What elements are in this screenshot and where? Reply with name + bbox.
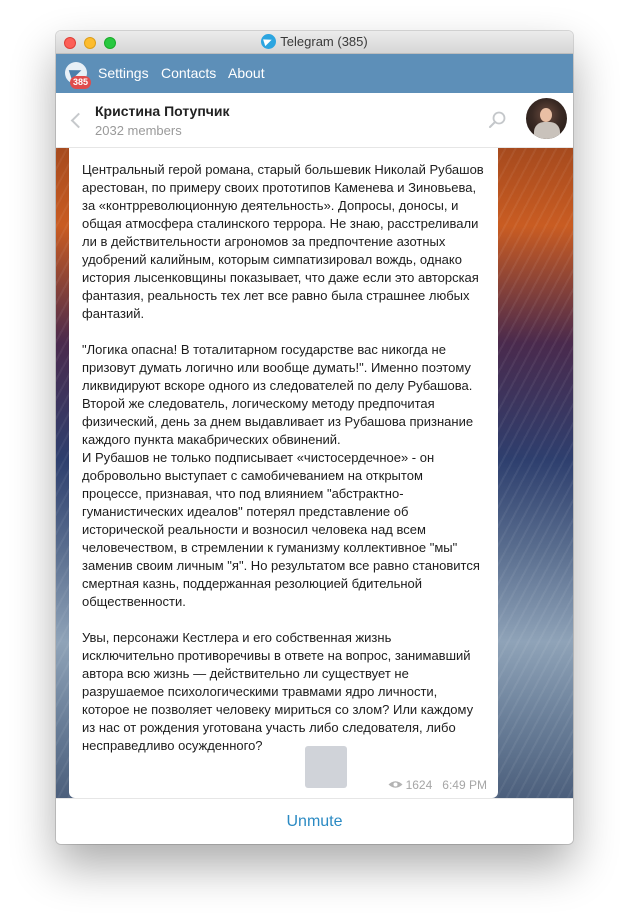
- message-paragraph-2: "Логика опасна! В тоталитарном государстве вас никогда не призовут думать логично или вообще думать!". Именно поэтому ликвидируют вскоре одного из следователей по делу Рубашова. Второй же следователь, логическому методу предпочитая физический, день за днем выдавливает из Рубашова признание каждого пункта макабрических обвинений. И Рубашов не только подписывает «чистосердечное» - он добровольно выступает с самобичеванием на открытом процессе, признавая, что под влиянием "абстрактно-гуманистических идеалов" потерял представление об исторической реальности и возносил человека над всем человечеством, в стремлении к гуманизму коллективное "мы" заменив своим личным "я". Но результатом все равно становится смертная казнь, поддержанная резолюцией бдительной общественности.: [82, 342, 480, 609]
- back-arrow-icon[interactable]: [71, 113, 87, 129]
- message-meta: [388, 778, 487, 792]
- scroll-down-button[interactable]: [305, 746, 347, 788]
- menu-item-contacts[interactable]: Contacts: [161, 65, 217, 81]
- telegram-icon: [261, 34, 276, 49]
- message-paragraph-3: Увы, персонажи Кестлера и его собственная жизнь исключительно противоречивы в ответе на вопрос, занимавший автора всю жизнь — действительно ли существует не разрушаемое психологическими травмами ядро личности, которое не позволяет человеку мириться со злом? Или каждому из нас от рождения уготована участь либо следователя, либо несправедливо осужденного?: [82, 630, 477, 753]
- view-count: 1624: [405, 778, 433, 792]
- unmute-button[interactable]: Unmute: [286, 813, 343, 830]
- member-count: 2032 members: [95, 123, 182, 138]
- telegram-window: [56, 31, 573, 844]
- message-text: [82, 161, 488, 755]
- menu-item-settings[interactable]: Settings: [98, 65, 149, 81]
- avatar-body: [534, 122, 560, 139]
- window-title-wrap: [56, 34, 573, 49]
- title-bar: [56, 31, 573, 54]
- chat-header: [56, 93, 573, 148]
- message-paragraph-1: Центральный герой романа, старый большевик Николай Рубашов арестован, по примеру своих прототипов Каменева и Зиновьева, за «контрреволюционную деятельность». Допросы, доносы, и общая атмосфера сталинского террора. Не знаю, расстреливали ли в действительности агрономов за предпочтение азотных удобрений калийным, которым симпатизировал вождь, однако история лысенковщины показывает, что даже если это авторская фантазия, реальность тех лет все равно была страшнее любых фантазий.: [82, 162, 488, 321]
- menu-item-about[interactable]: About: [228, 65, 265, 81]
- window-title: Telegram (385): [280, 34, 368, 49]
- avatar-face: [540, 108, 552, 122]
- bottom-bar: [56, 798, 573, 844]
- message-bubble[interactable]: [69, 148, 498, 798]
- menu-bar: [56, 54, 573, 93]
- eye-icon: [388, 780, 403, 789]
- chat-title[interactable]: Кристина Потупчик: [95, 103, 230, 119]
- search-icon[interactable]: [487, 110, 507, 130]
- chat-avatar[interactable]: [526, 98, 567, 139]
- unread-badge: 385: [70, 76, 91, 89]
- message-time: 6:49 PM: [442, 778, 487, 792]
- chat-history[interactable]: [56, 148, 573, 798]
